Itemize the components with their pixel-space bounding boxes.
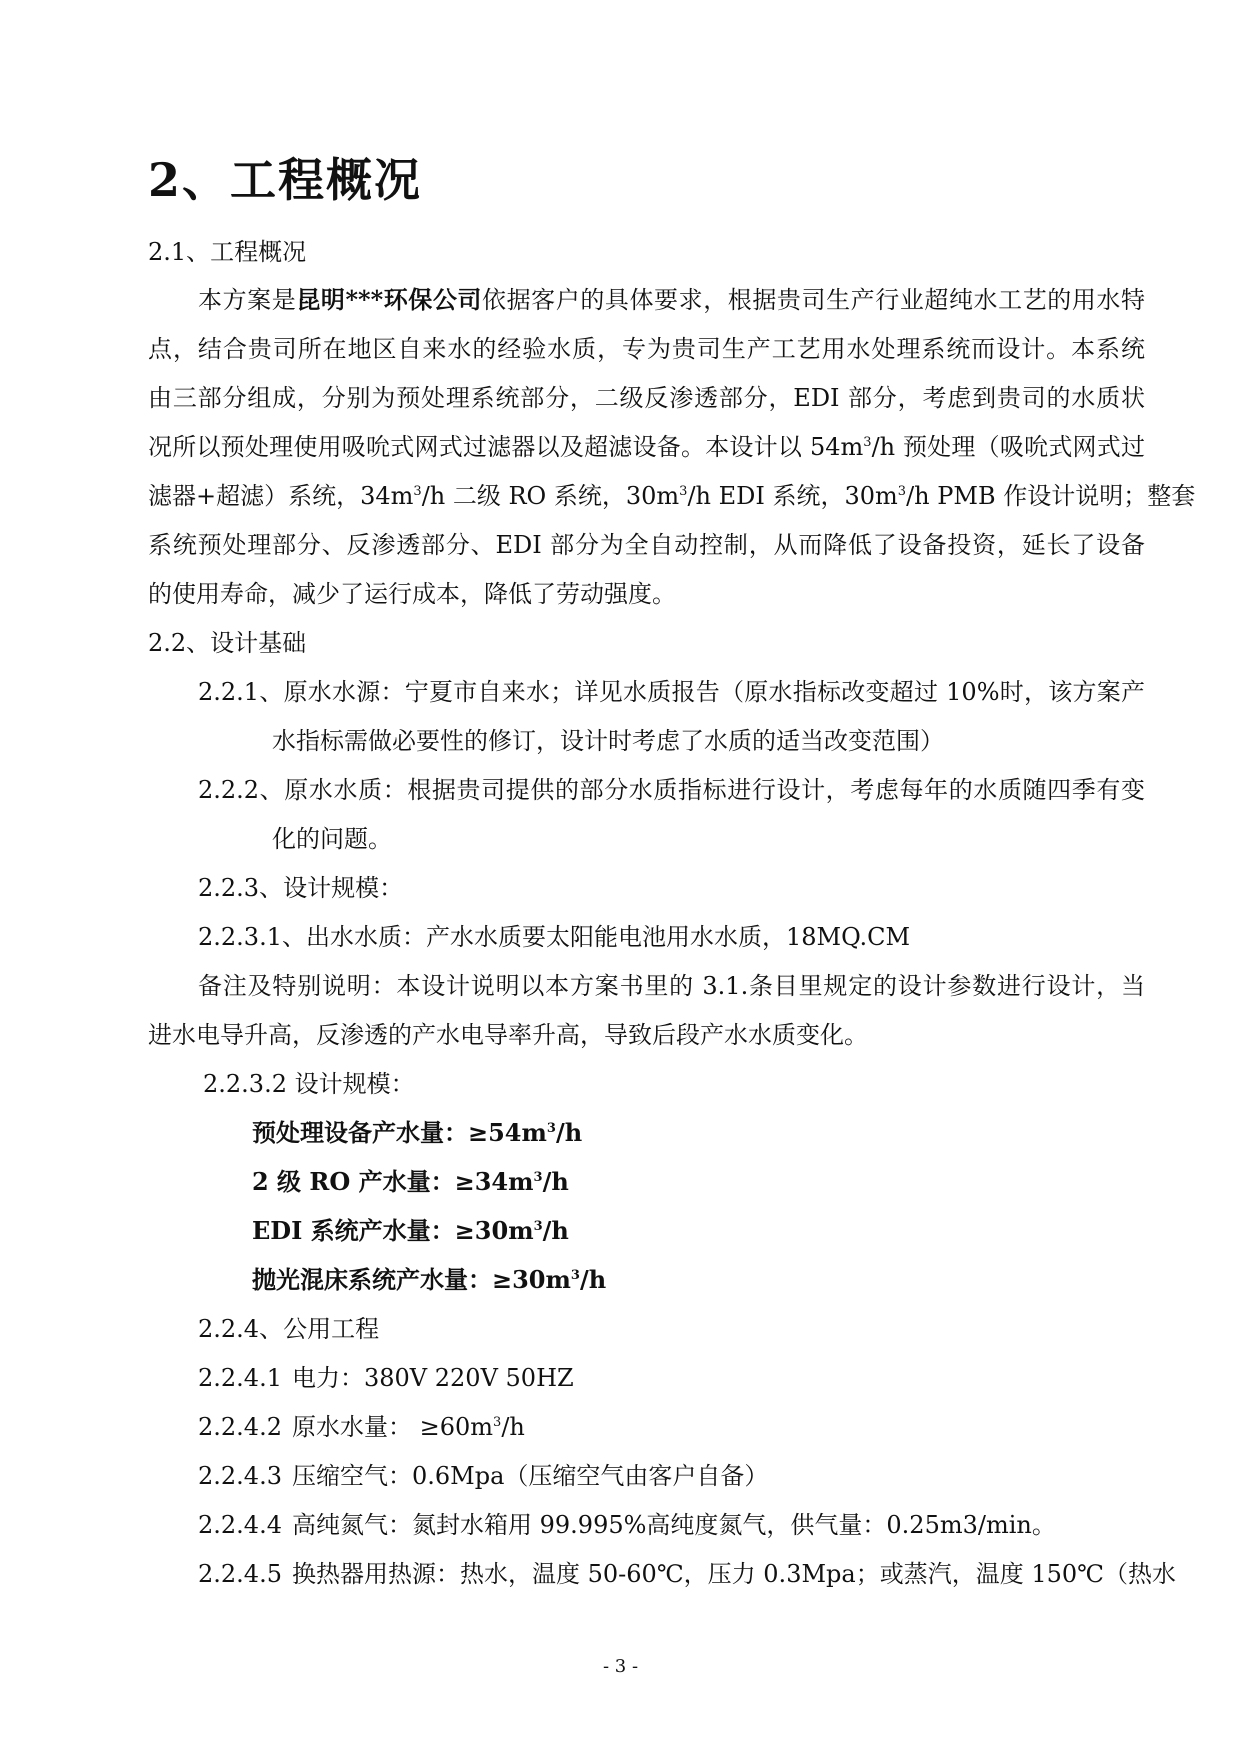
section-heading: 2、工程概况 — [148, 153, 423, 207]
utility-2-2-4-2-number: 2.2.4.2 — [198, 1413, 282, 1441]
utility-2-2-4-3-number: 2.2.4.3 — [198, 1462, 282, 1490]
utility-2-2-4-4-number: 2.2.4.4 — [198, 1511, 282, 1539]
capacity-ro — [252, 1166, 569, 1198]
capacity-edi — [252, 1215, 569, 1247]
text-run: 抛光混床系统产水量：≥30m — [252, 1265, 571, 1294]
utility-power: 电力：380V 220V 50HZ — [292, 1364, 574, 1392]
text-run: /h — [555, 1118, 583, 1147]
text-run: /h — [501, 1413, 525, 1441]
intro-rest: 依据客户的具体要求，根据贵司生产行业超纯水工艺的用水特 — [482, 286, 1146, 314]
text-run: 况所以预处理使用吸吮式网式过滤器以及超滤设备。本设计以 54m — [148, 433, 864, 461]
text-run: /h PMB 作设计说明；整套 — [906, 482, 1196, 510]
capacity-pretreatment — [252, 1117, 582, 1149]
intro-line-2: 点，结合贵司所在地区自来水的经验水质，专为贵司生产工艺用水处理系统而设计。本系统 — [148, 335, 1145, 363]
superscript: 3 — [679, 484, 688, 499]
superscript: 3 — [863, 435, 872, 450]
item-2-2-2-line-1: 2.2.2、原水水质：根据贵司提供的部分水质指标进行设计，考虑每年的水质随四季有变 — [198, 776, 1145, 804]
intro-line-4 — [148, 431, 1145, 463]
intro-line-1 — [198, 284, 1145, 316]
text-run: /h — [542, 1216, 569, 1245]
item-2-2-1-line-2: 水指标需做必要性的修订，设计时考虑了水质的适当改变范围） — [272, 727, 944, 755]
capacity-polishing-mixed-bed — [252, 1264, 606, 1296]
utility-compressed-air: 压缩空气：0.6Mpa（压缩空气由客户自备） — [292, 1462, 769, 1490]
text-run: /h — [542, 1167, 569, 1196]
item-2-2-1-line-1: 2.2.1、原水水源：宁夏市自来水；详见水质报告（原水指标改变超过 10%时，该方案产 — [198, 678, 1145, 706]
subsection-title-2-2: 2.2、设计基础 — [148, 629, 307, 657]
utility-heat-source: 换热器用热源：热水，温度 50-60℃，压力 0.3Mpa；或蒸汽，温度 150℃（热水 — [292, 1560, 1176, 1588]
item-2-2-2-line-2: 化的问题。 — [272, 825, 392, 853]
intro-line-6: 系统预处理部分、反渗透部分、EDI 部分为全自动控制，从而降低了设备投资，延长了设备 — [148, 531, 1145, 559]
item-2-2-3-1: 2.2.3.1、出水水质：产水水质要太阳能电池用水水质，18MQ.CM — [198, 923, 911, 951]
superscript: 3 — [413, 484, 422, 499]
utility-2-2-4-1-number: 2.2.4.1 — [198, 1364, 282, 1392]
superscript: 3 — [546, 1121, 556, 1136]
page-number: - 3 - — [602, 1656, 639, 1677]
intro-line-3: 由三部分组成，分别为预处理系统部分，二级反渗透部分，EDI 部分，考虑到贵司的水质状 — [148, 384, 1145, 412]
text-run: 预处理设备产水量：≥54m — [252, 1118, 547, 1147]
intro-line-5 — [148, 480, 1196, 512]
superscript: 3 — [533, 1170, 543, 1185]
company-name: 昆明***环保公司 — [296, 285, 483, 314]
superscript: 3 — [570, 1268, 580, 1283]
utility-raw-water — [292, 1411, 525, 1443]
text-run: 原水水量： ≥60m — [292, 1413, 494, 1441]
note-line-2: 进水电导升高，反渗透的产水电导率升高，导致后段产水水质变化。 — [148, 1021, 868, 1049]
text-run: EDI 系统产水量：≥30m — [252, 1216, 534, 1245]
text-run: 2 级 RO 产水量：≥34m — [252, 1167, 534, 1196]
intro-line-7: 的使用寿命，减少了运行成本，降低了劳动强度。 — [148, 580, 676, 608]
text-run: /h EDI 系统，30m — [687, 482, 898, 510]
superscript: 3 — [533, 1219, 543, 1234]
subsection-title-2-1: 2.1、工程概况 — [148, 238, 307, 266]
note-line-1: 备注及特别说明：本设计说明以本方案书里的 3.1.条目里规定的设计参数进行设计，当 — [198, 972, 1145, 1000]
text-run: /h 二级 RO 系统，30m — [421, 482, 680, 510]
utility-2-2-4-5-number: 2.2.4.5 — [198, 1560, 282, 1588]
text-run: /h 预处理（吸吮式网式过 — [871, 433, 1145, 461]
item-2-2-3: 2.2.3、设计规模： — [198, 874, 404, 902]
text-run: /h — [579, 1265, 607, 1294]
item-2-2-3-2: 2.2.3.2 设计规模： — [203, 1070, 415, 1098]
intro-lead: 本方案是 — [198, 286, 297, 314]
text-run: 滤器+超滤）系统，34m — [148, 482, 414, 510]
item-2-2-4: 2.2.4、公用工程 — [198, 1315, 380, 1343]
utility-nitrogen: 高纯氮气：氮封水箱用 99.995%高纯度氮气，供气量：0.25m3/min。 — [292, 1511, 1056, 1539]
superscript: 3 — [897, 484, 907, 499]
superscript: 3 — [493, 1415, 502, 1430]
